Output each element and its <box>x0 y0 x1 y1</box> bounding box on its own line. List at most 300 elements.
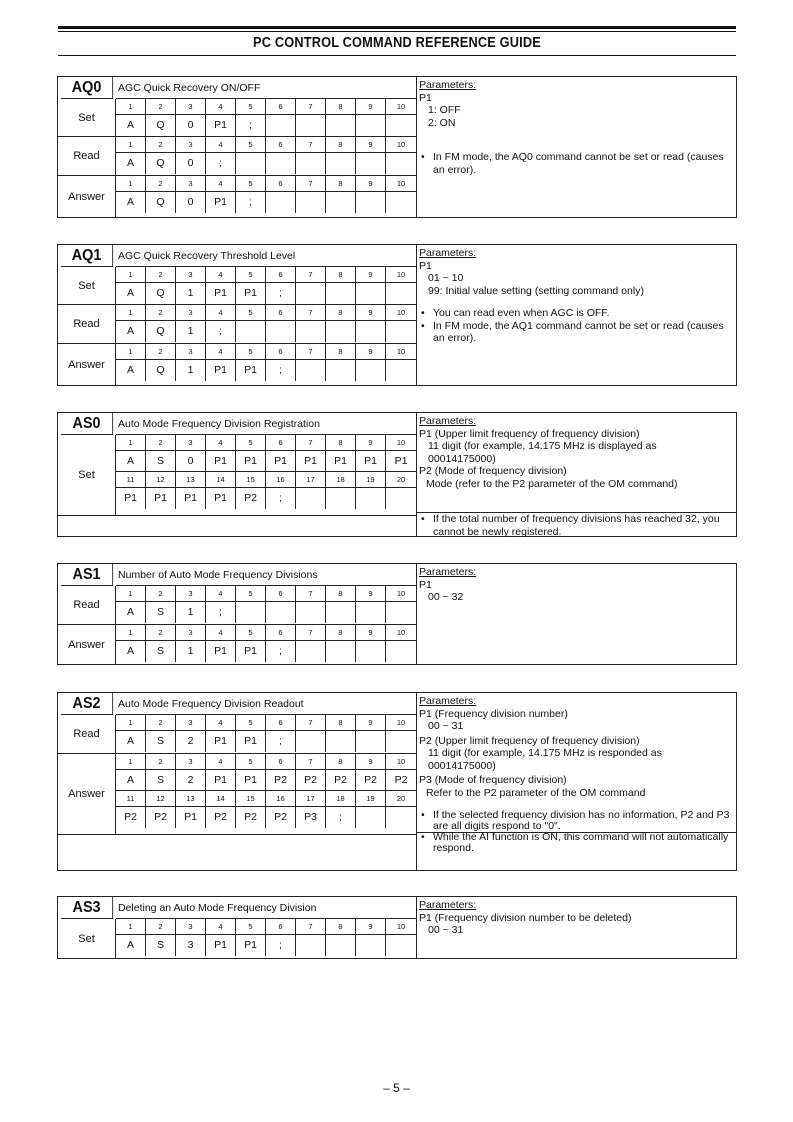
value-cell <box>326 321 356 342</box>
position-cell: 7 <box>296 344 326 359</box>
format-group <box>58 99 416 137</box>
value-row <box>116 770 416 791</box>
position-cell: 2 <box>146 305 176 320</box>
position-cell: 10 <box>396 270 406 279</box>
value-cell: ; <box>266 488 296 509</box>
value-cell: P1 <box>206 283 236 304</box>
value-cell: 0 <box>176 153 206 174</box>
position-row <box>116 625 416 641</box>
format-group <box>58 344 416 385</box>
position-cell: 15 <box>236 791 266 806</box>
value-cell: P1 <box>296 451 326 472</box>
value-cell <box>386 731 416 752</box>
format-group <box>58 919 416 958</box>
position-cell: 9 <box>356 344 386 359</box>
position-cell: 2 <box>146 754 176 769</box>
position-cell: 4 <box>206 435 236 450</box>
position-cell: 5 <box>236 344 266 359</box>
position-cell: 11 <box>116 791 146 806</box>
value-cell <box>236 321 266 342</box>
value-cell: A <box>116 770 146 791</box>
value-cell: P1 <box>206 488 236 509</box>
parameters-panel <box>419 415 732 538</box>
position-cell: 9 <box>356 625 386 640</box>
position-cell: 1 <box>116 344 146 359</box>
position-cell: 4 <box>206 267 236 282</box>
position-cell: 6 <box>266 137 296 152</box>
position-cell: 2 <box>146 586 176 601</box>
value-cell: ; <box>206 321 236 342</box>
value-row <box>116 935 416 956</box>
value-cell: ; <box>206 602 236 623</box>
value-cell: P2 <box>266 770 296 791</box>
value-cell: P2 <box>236 807 266 828</box>
position-cell: 9 <box>356 305 386 320</box>
value-cell <box>386 153 416 174</box>
position-cell: 2 <box>146 267 176 282</box>
position-row <box>116 267 416 283</box>
param-label: P1 (Upper limit frequency of frequency division) <box>419 427 640 440</box>
position-cell: 4 <box>206 754 236 769</box>
value-cell: P1 <box>236 641 266 662</box>
position-cell: 7 <box>296 715 326 730</box>
value-cell: Q <box>146 192 176 213</box>
group-label: Read <box>58 715 116 753</box>
param-label: P2 (Mode of frequency division) <box>419 465 567 477</box>
value-cell: P1 <box>206 641 236 662</box>
position-row <box>116 344 416 360</box>
position-cell: 7 <box>296 176 326 191</box>
position-cell: 1 <box>116 137 146 152</box>
value-cell: 3 <box>176 935 206 956</box>
position-cell: 10 <box>396 757 406 766</box>
position-cell: 1 <box>116 305 146 320</box>
page-title: PC CONTROL COMMAND REFERENCE GUIDE <box>253 35 541 51</box>
value-cell <box>386 192 416 213</box>
position-cell: 7 <box>296 305 326 320</box>
param-value: 2: ON <box>428 116 456 129</box>
value-cell <box>296 115 326 136</box>
group-label: Set <box>58 99 116 136</box>
position-cell: 3 <box>176 305 206 320</box>
value-cell: P2 <box>266 807 296 828</box>
value-cell: P2 <box>394 774 408 786</box>
value-cell <box>356 115 386 136</box>
parameters-panel <box>419 247 732 345</box>
value-cell <box>386 283 416 304</box>
position-cell: 5 <box>236 715 266 730</box>
position-cell: 1 <box>116 267 146 282</box>
value-cell: A <box>116 451 146 472</box>
param-label: P1 (Frequency division number) <box>419 707 568 720</box>
value-cell: P1 <box>206 770 236 791</box>
value-row <box>116 451 416 472</box>
parameters-heading: Parameters: <box>419 695 477 707</box>
position-cell: 1 <box>116 919 146 934</box>
divider <box>416 77 417 217</box>
note-item: • While the AI function is ON, this command will not automatically respond. <box>419 832 732 854</box>
position-cell: 13 <box>176 791 206 806</box>
position-cell: 9 <box>356 586 386 601</box>
position-cell: 8 <box>326 625 356 640</box>
position-cell: 9 <box>356 754 386 769</box>
position-row <box>116 919 416 935</box>
value-cell <box>266 153 296 174</box>
position-row <box>116 176 416 192</box>
value-cell <box>296 488 326 509</box>
position-cell: 18 <box>326 791 356 806</box>
command-code: AS2 <box>61 693 113 715</box>
value-cell <box>296 360 326 381</box>
value-cell <box>236 602 266 623</box>
value-cell: 2 <box>176 770 206 791</box>
format-group <box>58 715 416 754</box>
position-cell: 12 <box>146 472 176 487</box>
position-cell: 2 <box>146 435 176 450</box>
value-cell: A <box>116 115 146 136</box>
position-cell: 6 <box>266 586 296 601</box>
param-value: 00 ~ 31 <box>428 720 464 732</box>
param-label: P1 <box>419 91 432 104</box>
position-cell: 10 <box>396 179 406 188</box>
command-block-aq1 <box>57 244 737 386</box>
value-cell <box>326 283 356 304</box>
position-cell: 5 <box>236 586 266 601</box>
position-cell: 10 <box>396 718 406 727</box>
position-cell: 9 <box>356 715 386 730</box>
position-cell: 10 <box>396 347 406 356</box>
position-cell: 1 <box>116 586 146 601</box>
position-cell: 6 <box>266 435 296 450</box>
value-cell <box>296 321 326 342</box>
value-cell: 1 <box>176 283 206 304</box>
value-cell <box>326 488 356 509</box>
position-cell: 9 <box>356 267 386 282</box>
position-cell: 11 <box>116 472 146 487</box>
value-cell: P2 <box>296 770 326 791</box>
position-cell: 5 <box>236 305 266 320</box>
position-cell: 4 <box>206 344 236 359</box>
value-cell: P3 <box>296 807 326 828</box>
position-cell: 3 <box>176 625 206 640</box>
value-cell <box>266 192 296 213</box>
command-block-as3 <box>57 896 737 959</box>
value-cell <box>356 360 386 381</box>
position-cell: 8 <box>326 344 356 359</box>
value-cell <box>356 602 386 623</box>
value-cell: P1 <box>146 488 176 509</box>
position-cell: 2 <box>146 344 176 359</box>
value-cell: 0 <box>176 192 206 213</box>
page-number: – 5 – <box>383 1081 410 1095</box>
position-cell: 5 <box>236 99 266 114</box>
position-cell: 4 <box>206 305 236 320</box>
position-cell: 4 <box>206 625 236 640</box>
command-code: AS3 <box>61 897 113 919</box>
value-row <box>116 321 416 342</box>
parameters-heading: Parameters: <box>419 415 477 427</box>
command-title: AGC Quick Recovery Threshold Level <box>116 245 416 267</box>
param-label: P1 <box>419 259 432 272</box>
value-row <box>116 192 416 213</box>
value-cell: P1 <box>206 451 236 472</box>
param-value: 11 digit (for example, 14.175 MHz is responded as 00014175000) <box>428 747 662 772</box>
group-label: Read <box>58 586 116 624</box>
param-label: P1 (Frequency division number to be deleted) <box>419 911 632 924</box>
position-cell: 5 <box>236 267 266 282</box>
param-value: 00 ~ 32 <box>428 591 464 603</box>
parameters-panel <box>419 566 732 604</box>
value-row <box>116 488 416 509</box>
position-cell: 2 <box>146 715 176 730</box>
value-cell <box>356 731 386 752</box>
position-cell: 15 <box>236 472 266 487</box>
position-cell: 5 <box>236 176 266 191</box>
divider <box>416 564 417 664</box>
format-table <box>58 586 416 664</box>
position-row <box>116 99 416 115</box>
command-title: Auto Mode Frequency Division Readout <box>116 693 416 715</box>
position-cell: 6 <box>266 754 296 769</box>
value-cell: P1 <box>236 283 266 304</box>
value-cell: Q <box>146 115 176 136</box>
format-group <box>58 754 416 834</box>
position-cell: 20 <box>396 475 406 484</box>
position-row <box>116 586 416 602</box>
position-cell: 10 <box>396 438 406 447</box>
parameters-panel <box>419 695 732 854</box>
position-cell: 6 <box>266 99 296 114</box>
value-cell: P2 <box>326 770 356 791</box>
param-value: 11 digit (for example, 14.175 MHz is displayed as 00014175000) <box>428 440 657 465</box>
position-cell: 8 <box>326 267 356 282</box>
value-cell <box>356 807 386 828</box>
format-group <box>58 267 416 305</box>
value-cell <box>386 641 416 662</box>
command-block-as1 <box>57 563 737 665</box>
format-group <box>58 586 416 625</box>
value-cell <box>296 935 326 956</box>
value-cell <box>356 192 386 213</box>
value-cell: A <box>116 935 146 956</box>
value-cell: Q <box>146 153 176 174</box>
position-cell: 17 <box>296 791 326 806</box>
command-code: AQ0 <box>61 77 113 99</box>
value-cell: P2 <box>236 488 266 509</box>
command-title: Deleting an Auto Mode Frequency Division <box>116 897 416 919</box>
value-cell: P1 <box>236 731 266 752</box>
divider <box>416 245 417 385</box>
position-cell: 4 <box>206 919 236 934</box>
note-item: • You can read even when AGC is OFF. <box>419 307 732 320</box>
position-cell: 9 <box>356 919 386 934</box>
command-block-as0 <box>57 412 737 537</box>
position-cell: 1 <box>116 754 146 769</box>
value-cell: ; <box>206 153 236 174</box>
value-cell: A <box>116 360 146 381</box>
position-cell: 9 <box>356 99 386 114</box>
value-cell: P2 <box>146 807 176 828</box>
value-cell: S <box>146 641 176 662</box>
value-cell <box>356 283 386 304</box>
value-row <box>116 283 416 304</box>
position-cell: 6 <box>266 176 296 191</box>
position-cell: 2 <box>146 176 176 191</box>
format-group <box>58 137 416 176</box>
position-cell: 7 <box>296 754 326 769</box>
position-cell: 8 <box>326 754 356 769</box>
position-cell: 6 <box>266 267 296 282</box>
value-cell: 1 <box>176 602 206 623</box>
position-cell: 1 <box>116 176 146 191</box>
position-cell: 19 <box>356 472 386 487</box>
position-cell: 10 <box>396 308 406 317</box>
value-cell <box>386 602 416 623</box>
value-cell <box>296 602 326 623</box>
value-cell: 1 <box>176 321 206 342</box>
format-group <box>58 625 416 664</box>
value-cell <box>356 321 386 342</box>
value-cell: A <box>116 731 146 752</box>
position-cell: 5 <box>236 754 266 769</box>
header-rule-bottom <box>58 55 736 56</box>
value-cell <box>326 935 356 956</box>
position-cell: 8 <box>326 305 356 320</box>
header-rule-thick <box>58 26 736 29</box>
param-value: 01 ~ 10 <box>428 272 464 284</box>
value-cell: A <box>116 153 146 174</box>
group-label: Answer <box>58 176 116 217</box>
value-cell: P1 <box>236 770 266 791</box>
position-cell: 4 <box>206 715 236 730</box>
position-cell: 6 <box>266 625 296 640</box>
group-label: Read <box>58 137 116 175</box>
position-cell: 8 <box>326 137 356 152</box>
position-cell: 9 <box>356 176 386 191</box>
value-cell: P1 <box>176 488 206 509</box>
value-cell: P2 <box>116 807 146 828</box>
value-cell <box>296 192 326 213</box>
value-cell <box>296 641 326 662</box>
command-title: Number of Auto Mode Frequency Divisions <box>116 564 416 586</box>
param-value: 99: Initial value setting (setting command only) <box>428 284 644 297</box>
value-row <box>116 153 416 174</box>
value-cell <box>356 488 386 509</box>
position-cell: 2 <box>146 625 176 640</box>
value-cell: S <box>146 602 176 623</box>
value-cell: Q <box>146 283 176 304</box>
position-cell: 4 <box>206 176 236 191</box>
value-cell <box>386 935 416 956</box>
position-cell: 7 <box>296 625 326 640</box>
position-cell: 2 <box>146 99 176 114</box>
format-group <box>58 435 416 515</box>
format-table <box>58 267 416 385</box>
position-cell: 10 <box>396 922 406 931</box>
value-cell: S <box>146 731 176 752</box>
value-cell <box>266 602 296 623</box>
value-cell: P1 <box>394 455 408 467</box>
position-cell: 7 <box>296 99 326 114</box>
value-cell: P1 <box>266 451 296 472</box>
value-cell: 1 <box>176 360 206 381</box>
position-cell: 8 <box>326 919 356 934</box>
command-code: AQ1 <box>61 245 113 267</box>
value-cell <box>266 321 296 342</box>
value-cell: P1 <box>116 488 146 509</box>
position-cell: 3 <box>176 586 206 601</box>
value-cell: ; <box>236 115 266 136</box>
position-cell: 10 <box>396 589 406 598</box>
value-cell: P1 <box>236 451 266 472</box>
format-table <box>58 715 416 834</box>
format-table <box>58 99 416 217</box>
position-cell: 8 <box>326 99 356 114</box>
param-value: Mode (refer to the P2 parameter of the OM command) <box>426 477 678 490</box>
value-cell <box>266 115 296 136</box>
position-row <box>116 754 416 770</box>
value-cell <box>386 321 416 342</box>
value-cell: ; <box>326 807 356 828</box>
divider <box>416 897 417 958</box>
value-cell: P1 <box>176 807 206 828</box>
command-block-aq0 <box>57 76 737 218</box>
parameters-heading: Parameters: <box>419 899 477 911</box>
position-cell: 10 <box>396 102 406 111</box>
position-cell: 8 <box>326 586 356 601</box>
value-cell: Q <box>146 321 176 342</box>
position-cell: 2 <box>146 137 176 152</box>
value-cell: S <box>146 935 176 956</box>
group-label: Answer <box>58 625 116 664</box>
position-cell: 3 <box>176 176 206 191</box>
position-cell: 2 <box>146 919 176 934</box>
note-item: • If the selected frequency division has no information, P2 and P3 are all digits respond to "0". <box>419 810 732 832</box>
position-cell: 3 <box>176 715 206 730</box>
value-cell <box>356 935 386 956</box>
value-cell: P1 <box>326 451 356 472</box>
value-cell: ; <box>266 935 296 956</box>
value-cell: P1 <box>206 731 236 752</box>
position-cell: 12 <box>146 791 176 806</box>
command-title: AGC Quick Recovery ON/OFF <box>116 77 416 99</box>
parameters-heading: Parameters: <box>419 566 477 578</box>
value-cell <box>326 115 356 136</box>
value-cell: ; <box>266 283 296 304</box>
position-cell: 10 <box>396 140 406 149</box>
position-cell: 7 <box>296 435 326 450</box>
position-cell: 16 <box>266 472 296 487</box>
position-cell: 5 <box>236 625 266 640</box>
position-cell: 3 <box>176 137 206 152</box>
group-label: Set <box>58 919 116 958</box>
empty-row <box>58 515 416 537</box>
position-cell: 5 <box>236 919 266 934</box>
group-label: Read <box>58 305 116 343</box>
position-cell: 7 <box>296 137 326 152</box>
param-value: Refer to the P2 parameter of the OM command <box>426 786 646 799</box>
divider <box>416 413 417 536</box>
position-cell: 3 <box>176 267 206 282</box>
position-cell: 17 <box>296 472 326 487</box>
empty-row <box>58 834 416 871</box>
position-cell: 3 <box>176 99 206 114</box>
value-cell: 1 <box>176 641 206 662</box>
position-cell: 20 <box>396 794 406 803</box>
value-row <box>116 641 416 662</box>
value-cell: P1 <box>206 115 236 136</box>
position-cell: 7 <box>296 586 326 601</box>
